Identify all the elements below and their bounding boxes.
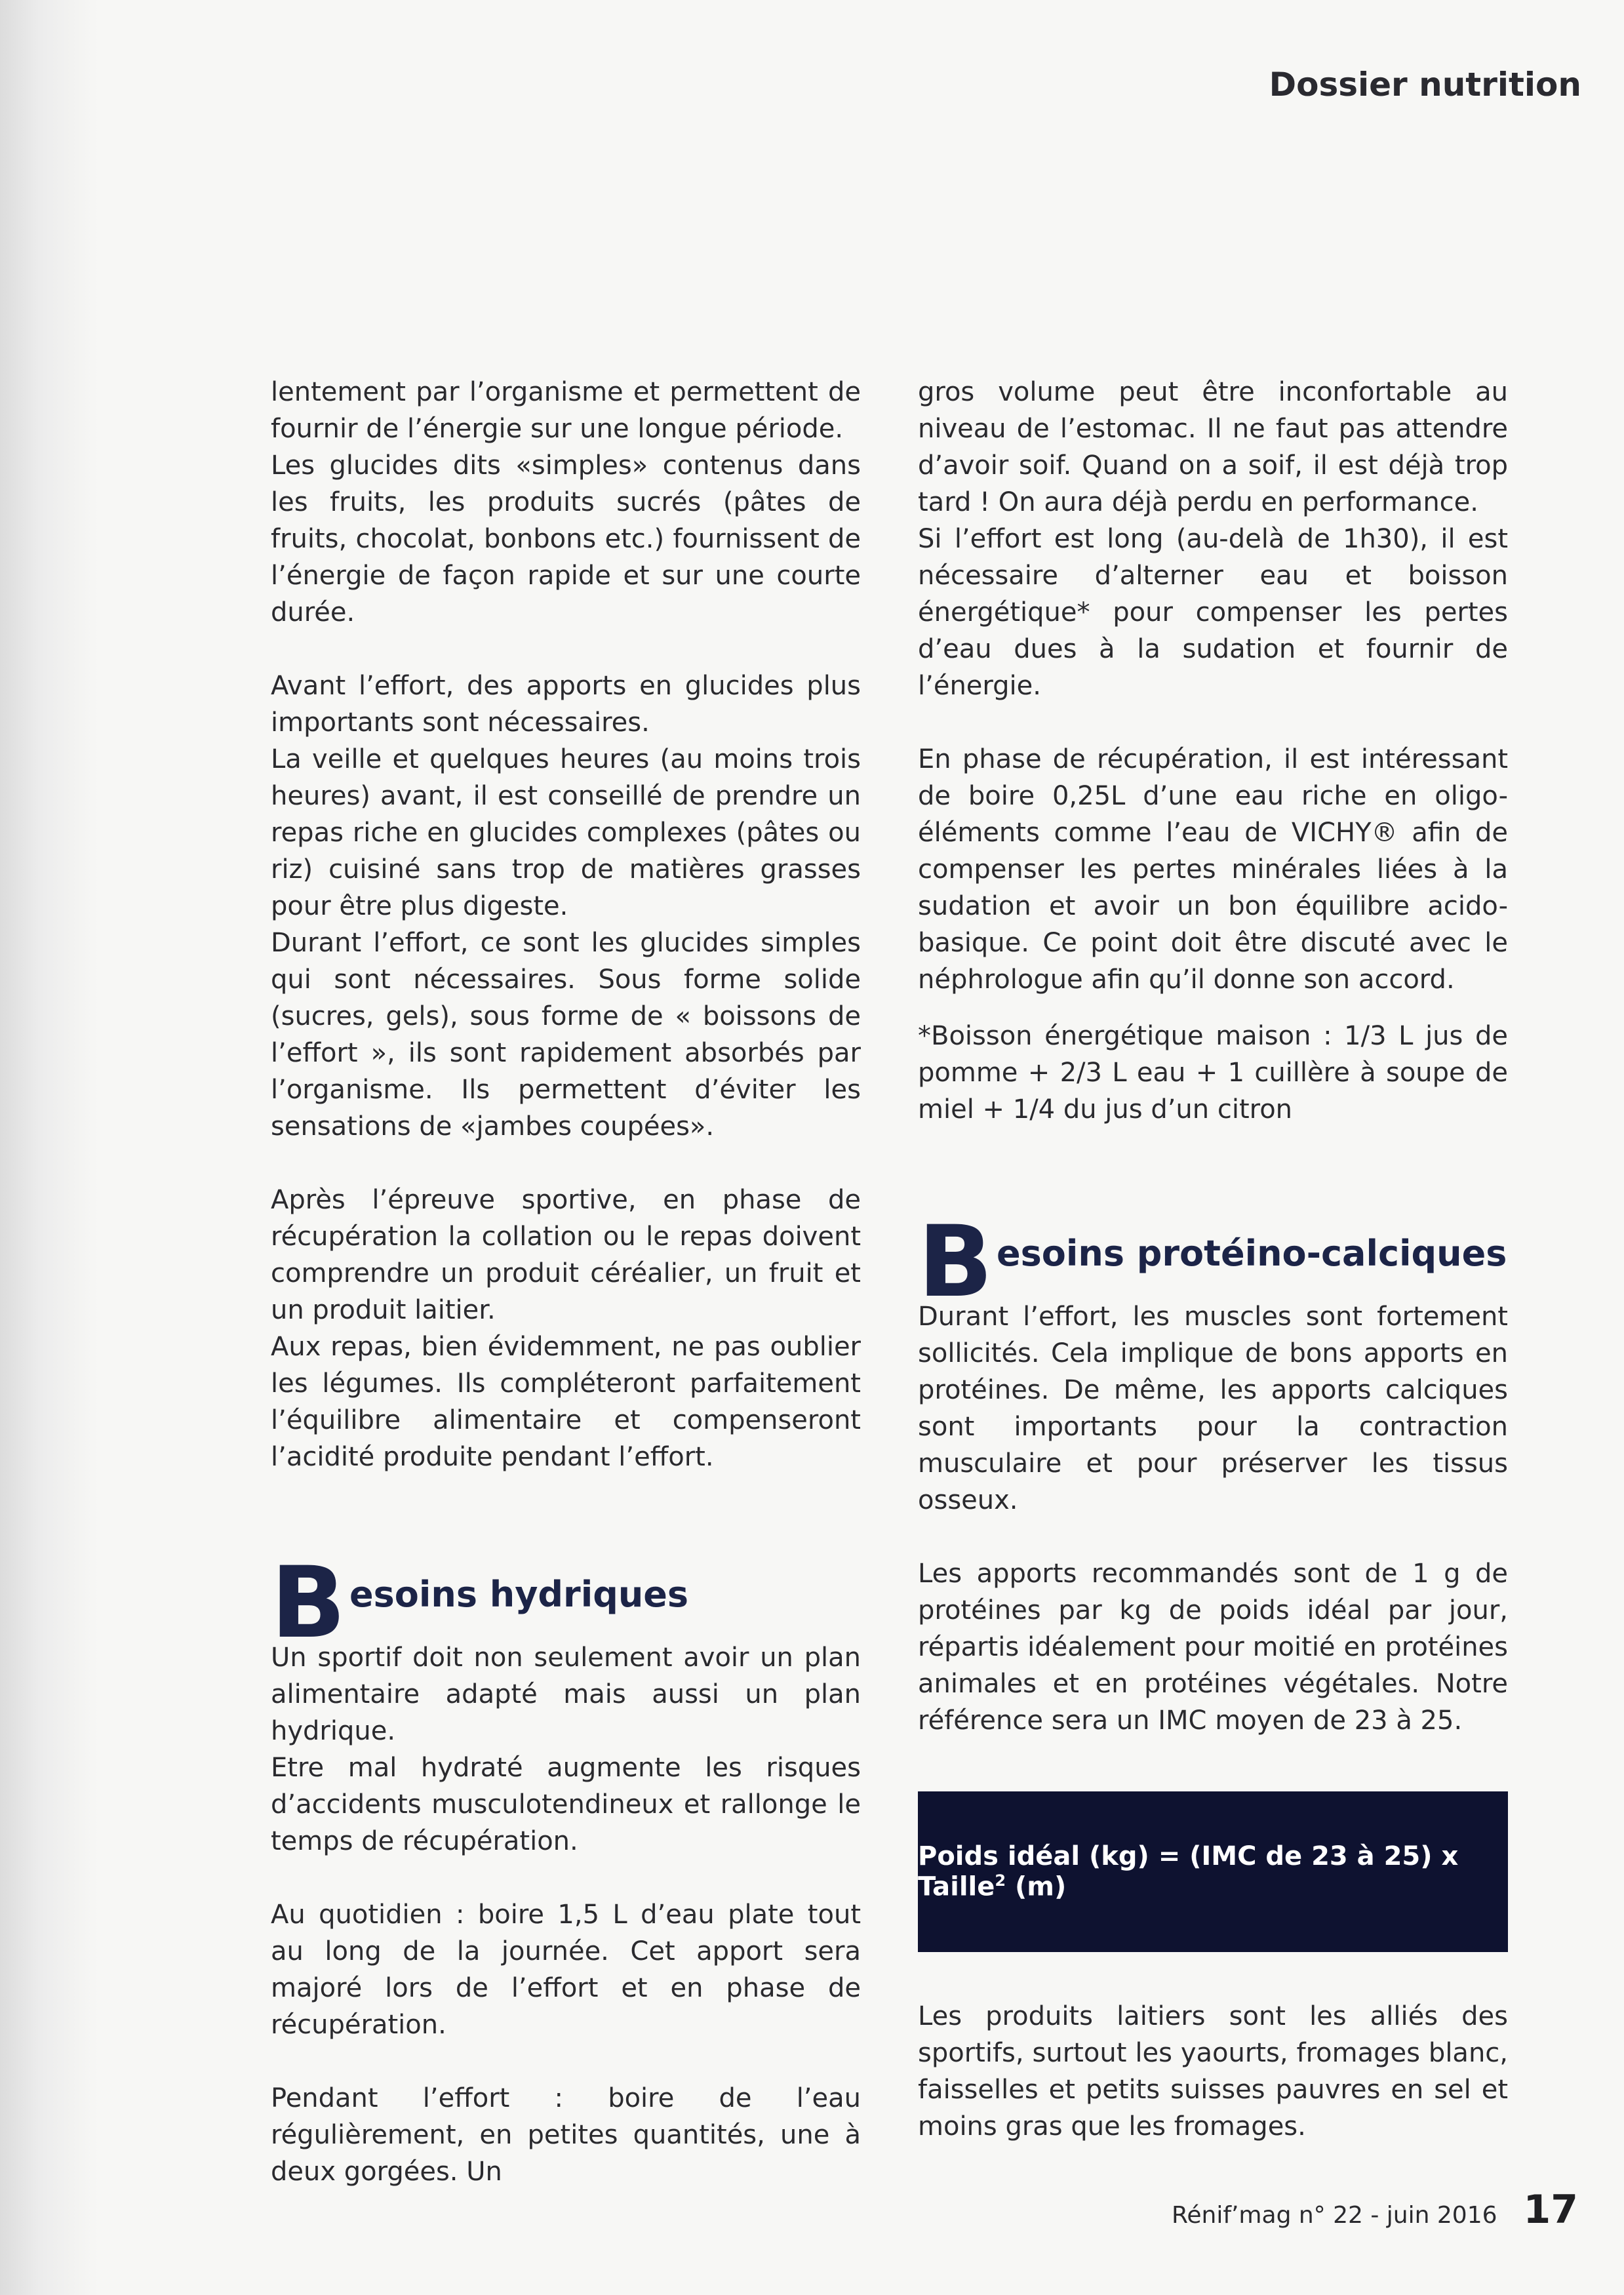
hydric-section xyxy=(271,1546,861,2190)
footnote: *Boisson énergétique maison : 1/3 L jus de pomme + 2/3 L eau + 1 cuillère à soupe de miel + 1/4 du jus d’un citron xyxy=(918,1021,1508,1125)
paragraph: Aux repas, bien évidemment, ne pas oublier les légumes. Ils compléteront parfaitement l’équilibre alimentaire et compenseront l’acidité produite pendant l’effort. xyxy=(271,1332,861,1472)
paragraph: Un sportif doit non seulement avoir un plan alimentaire adapté mais aussi un plan hydrique. xyxy=(271,1643,861,1746)
section-title: esoins protéino-calciques xyxy=(997,1233,1507,1274)
paragraph: Durant l’effort, les muscles sont fortement sollicités. Cela implique de bons apports en protéines. De même, les apports calciques sont importants pour la contraction musculaire et pour préserver les tissus osseux. xyxy=(918,1302,1508,1515)
paragraph: La veille et quelques heures (au moins trois heures) avant, il est conseillé de prendre un repas riche en glucides complexes (pâtes ou riz) cuisiné sans trop de matières grasses pour être plus digeste. xyxy=(271,744,861,921)
paragraph: Les apports recommandés sont de 1 g de protéines par kg de poids idéal par jour, répartis idéalement pour moitié en protéines animales et en protéines végétales. Notre référence sera un IMC moyen de 23 à 25. xyxy=(918,1559,1508,1736)
paragraph: Après l’épreuve sportive, en phase de récupération la collation ou le repas doivent comprendre un produit céréalier, un fruit et un produit laitier. xyxy=(271,1185,861,1325)
right-column xyxy=(918,374,1508,2145)
left-column xyxy=(271,374,861,2190)
formula-box xyxy=(918,1791,1508,1952)
page-gutter-shadow xyxy=(0,0,98,2295)
paragraph: Pendant l’effort : boire de l’eau régulièrement, en petites quantités, une à deux gorgées. Un xyxy=(271,2083,861,2187)
protein-section xyxy=(918,1205,1508,2145)
paragraph: Si l’effort est long (au-delà de 1h30), il est nécessaire d’alterner eau et boisson énergétique* pour compenser les pertes d’eau dues à la sudation et fournir de l’énergie. xyxy=(918,524,1508,701)
paragraph: lentement par l’organisme et permettent de fournir de l’énergie sur une longue période. xyxy=(271,377,861,444)
paragraph: Avant l’effort, des apports en glucides plus importants sont nécessaires. xyxy=(271,671,861,738)
paragraph: gros volume peut être inconfortable au niveau de l’estomac. Il ne faut pas attendre d’avoir soif. Quand on a soif, il est déjà trop tard ! On aura déjà perdu en performance. xyxy=(918,377,1508,517)
paragraph: Durant l’effort, ce sont les glucides simples qui sont nécessaires. Sous forme solide (sucres, gels), sous forme de « boissons de l’effort », ils sont rapidement absorbés par l’organisme. Ils permettent d’éviter les sensations de «jambes coupées». xyxy=(271,928,861,1142)
paragraph: Au quotidien : boire 1,5 L d’eau plate tout au long de la journée. Cet apport sera majoré lors de l’effort et en phase de récupération. xyxy=(271,1900,861,2040)
section-header: Dossier nutrition xyxy=(1269,66,1581,104)
magazine-issue: Rénif’mag n° 22 - juin 2016 xyxy=(1171,2202,1497,2229)
paragraph: En phase de récupération, il est intéressant de boire 0,25L d’une eau riche en oligo-éléments comme l’eau de VICHY® afin de compenser les pertes minérales liées à la sudation et avoir un bon équilibre acido-basique. Ce point doit être discuté avec le néphrologue afin qu’il donne son accord. xyxy=(918,744,1508,995)
dropcap: B xyxy=(918,1205,993,1319)
section-title: esoins hydriques xyxy=(349,1574,689,1615)
page-number: 17 xyxy=(1523,2187,1578,2233)
paragraph: Les glucides dits «simples» contenus dans les fruits, les produits sucrés (pâtes de fruits, chocolat, bonbons etc.) fournissent de l’énergie de façon rapide et sur une courte durée. xyxy=(271,450,861,628)
formula: Poids idéal (kg) = (IMC de 23 à 25) x Taille$^2$ (m) xyxy=(918,1841,1459,1902)
dropcap: B xyxy=(271,1546,346,1660)
page-footer xyxy=(1172,2187,1578,2233)
paragraph: Les produits laitiers sont les alliés des sportifs, surtout les yaourts, fromages blanc, faisselles et petits suisses pauvres en sel et moins gras que les fromages. xyxy=(918,2001,1508,2142)
paragraph: Etre mal hydraté augmente les risques d’accidents musculotendineux et rallonge le temps de récupération. xyxy=(271,1753,861,1856)
